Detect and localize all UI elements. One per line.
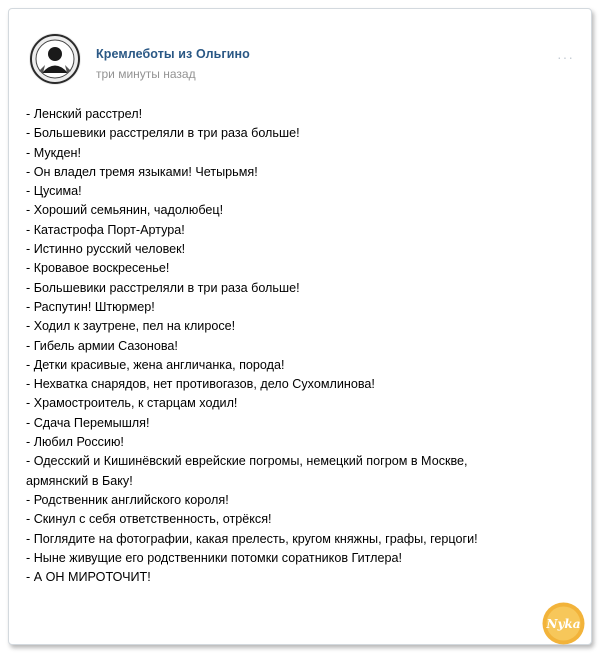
post-text-line: - Мукден! — [26, 145, 81, 160]
post-text-line: - А ОН МИРОТОЧИТ! — [26, 570, 151, 585]
post-text-line: - Ходил к заутрене, пел на клиросе! — [26, 319, 236, 334]
post-text-line: - Родственник английского короля! — [26, 492, 229, 507]
post-text-line: - Поглядите на фотографии, какая прелесть, кругом княжны, графы, герцоги! — [26, 531, 478, 546]
post-text-line: - Одесский и Кишинёвский еврейские погромы, немецкий погром в Москве, армянский в Баку! — [26, 454, 468, 488]
watermark-logo-icon — [541, 601, 586, 646]
post-text-line: - Истинно русский человек! — [26, 242, 186, 257]
post-text-line: - Хороший семьянин, чадолюбец! — [26, 203, 224, 218]
post-text-line: - Большевики расстреляли в три раза больше! — [26, 280, 300, 295]
post-text-line: - Нехватка снарядов, нет противогазов, дело Сухомлинова! — [26, 377, 375, 392]
author-name-link[interactable]: Кремлеботы из Ольгино — [96, 47, 250, 61]
post-text-line: - Ныне живущие его родственники потомки соратников Гитлера! — [26, 550, 403, 565]
post-text-line: - Распутин! Штюрмер! — [26, 299, 155, 314]
post-text — [26, 105, 577, 587]
post-text-line: - Кровавое воскресенье! — [26, 261, 170, 276]
post-text-line: - Любил Россию! — [26, 435, 124, 450]
post-text-line: - Ленский расстрел! — [26, 107, 143, 121]
post-text-line: - Он владел тремя языками! Четырьмя! — [26, 164, 258, 179]
post-text-line: - Детки красивые, жена англичанка, порода! — [26, 357, 285, 372]
avatar-emblem-icon — [29, 33, 81, 85]
post-text-line: - Гибель армии Сазонова! — [26, 338, 178, 353]
post-text-line: - Большевики расстреляли в три раза больше! — [26, 126, 300, 141]
post-text-line: - Цусима! — [26, 184, 82, 199]
post-time[interactable]: три минуты назад — [96, 67, 196, 81]
avatar[interactable] — [29, 33, 81, 85]
post-text-line: - Храмостроитель, к старцам ходил! — [26, 396, 238, 411]
more-options-icon[interactable]: ··· — [557, 49, 574, 65]
post-text-line: - Скинул с себя ответственность, отрёкся! — [26, 512, 272, 527]
post-text-line: - Катастрофа Порт-Артура! — [26, 222, 185, 237]
watermark-text: Nyka — [546, 617, 581, 631]
post-card — [8, 8, 592, 645]
post-text-line: - Сдача Перемышля! — [26, 415, 150, 430]
